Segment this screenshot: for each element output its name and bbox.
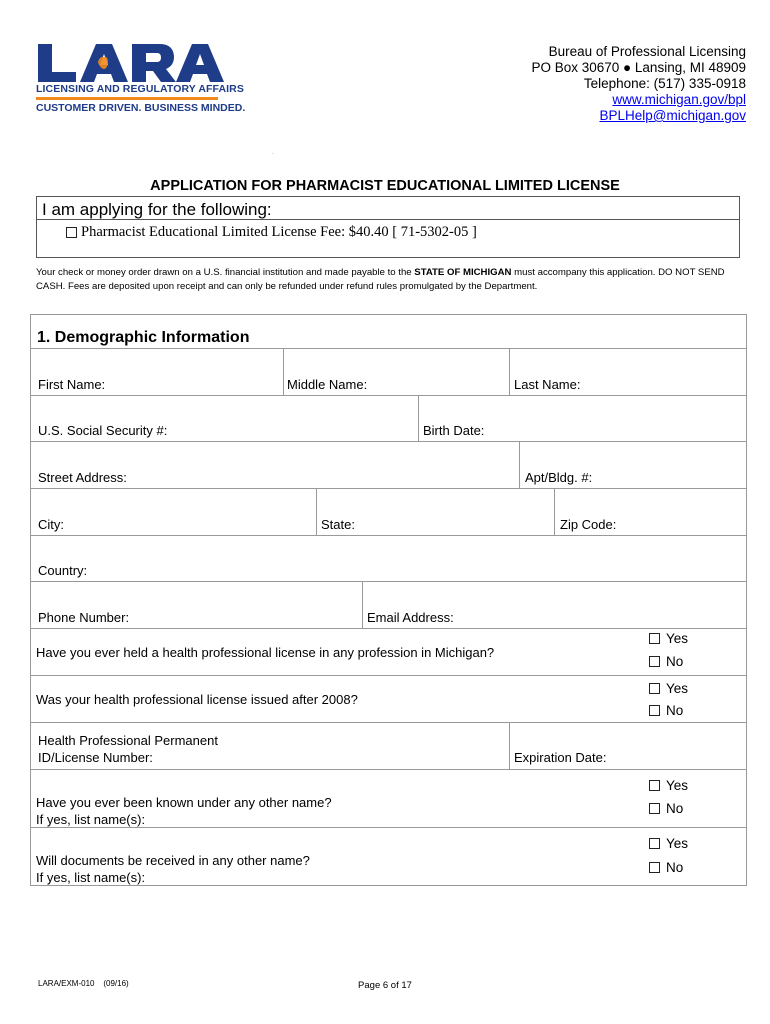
checkbox-icon[interactable] <box>649 683 660 694</box>
col-divider <box>362 581 363 628</box>
page-number: Page 6 of 17 <box>358 980 412 991</box>
applying-divider <box>36 219 740 220</box>
expiration-date-field[interactable]: Expiration Date: <box>514 750 607 765</box>
logo-tagline-agency: LICENSING AND REGULATORY AFFAIRS <box>36 83 244 95</box>
checkbox-icon[interactable] <box>649 633 660 644</box>
question-other-name <box>36 794 332 828</box>
last-name-field[interactable]: Last Name: <box>514 377 581 392</box>
other-name-no[interactable]: No <box>649 801 683 816</box>
state-field[interactable]: State: <box>321 517 355 532</box>
documents-question-text: Will documents be received in any other name? <box>36 853 310 868</box>
row-divider <box>30 395 747 396</box>
notice-payee: STATE OF MICHIGAN <box>414 267 512 278</box>
documents-yes[interactable]: Yes <box>649 836 688 851</box>
bureau-name: Bureau of Professional Licensing <box>548 44 746 59</box>
col-divider <box>316 488 317 535</box>
payment-notice <box>36 266 736 294</box>
col-divider <box>519 441 520 488</box>
other-name-yes[interactable]: Yes <box>649 778 688 793</box>
checkbox-icon[interactable] <box>649 780 660 791</box>
row-divider <box>30 348 747 349</box>
license-option-label: Pharmacist Educational Limited License Fee: $40.40 [ 71-5302-05 ] <box>81 224 477 240</box>
after-2008-no[interactable]: No <box>649 703 683 718</box>
col-divider <box>418 395 419 441</box>
city-field[interactable]: City: <box>38 517 64 532</box>
documents-list-prompt: If yes, list name(s): <box>36 870 146 885</box>
checkbox-icon[interactable] <box>649 838 660 849</box>
first-name-field[interactable]: First Name: <box>38 377 106 392</box>
row-divider <box>30 441 747 442</box>
email-link[interactable]: BPLHelp@michigan.gov <box>599 108 746 123</box>
lara-wordmark-graphic <box>36 42 226 84</box>
row-divider <box>30 535 747 536</box>
row-divider <box>30 675 747 676</box>
col-divider <box>509 348 510 395</box>
permanent-id-label-2: ID/License Number: <box>38 750 153 765</box>
documents-no[interactable]: No <box>649 860 683 875</box>
row-divider <box>30 488 747 489</box>
checkbox-icon[interactable] <box>649 862 660 873</box>
license-option <box>66 224 477 241</box>
row-divider <box>30 722 747 723</box>
permanent-id-field[interactable] <box>38 732 218 766</box>
page-title: APPLICATION FOR PHARMACIST EDUCATIONAL LIMITED LICENSE <box>150 178 620 194</box>
notice-text-1: Your check or money order drawn on a U.S. financial institution and made payable to the <box>36 267 415 278</box>
question-documents-other-name <box>36 852 310 886</box>
other-name-question-text: Have you ever been known under any other name? <box>36 795 332 810</box>
website-link[interactable]: www.michigan.gov/bpl <box>612 92 746 107</box>
checkbox-icon[interactable] <box>649 656 660 667</box>
email-address-field[interactable]: Email Address: <box>367 610 454 625</box>
phone-number-field[interactable]: Phone Number: <box>38 610 130 625</box>
middle-name-field[interactable]: Middle Name: <box>287 377 368 392</box>
form-id: LARA/EXM-010 (09/16) <box>38 979 129 988</box>
logo-orange-rule <box>36 97 218 100</box>
license-option-checkbox[interactable] <box>66 227 77 238</box>
after-2008-yes[interactable]: Yes <box>649 681 688 696</box>
apt-bldg-field[interactable]: Apt/Bldg. #: <box>525 470 593 485</box>
row-divider <box>30 628 747 629</box>
bureau-address-block <box>531 44 746 124</box>
question-after-2008: Was your health professional license issued after 2008? <box>36 692 358 707</box>
stray-mark: . <box>272 150 274 156</box>
logo-tagline-motto: CUSTOMER DRIVEN. BUSINESS MINDED. <box>36 102 246 114</box>
lara-logo <box>36 42 246 117</box>
held-license-no[interactable]: No <box>649 654 683 669</box>
country-field[interactable]: Country: <box>38 563 88 578</box>
ssn-field[interactable]: U.S. Social Security #: <box>38 423 168 438</box>
notice-text-2: must accompany this application. DO NOT SEND CASH. Fees are deposited upon receipt and can only be refunded under refund rules promulgated by the Department. <box>36 267 725 292</box>
checkbox-icon[interactable] <box>649 705 660 716</box>
question-held-license: Have you ever held a health professional license in any profession in Michigan? <box>36 645 495 660</box>
other-name-list-prompt: If yes, list name(s): <box>36 812 146 827</box>
telephone: Telephone: (517) 335-0918 <box>583 76 746 91</box>
row-divider <box>30 581 747 582</box>
col-divider <box>554 488 555 535</box>
col-divider <box>283 348 284 395</box>
birth-date-field[interactable]: Birth Date: <box>423 423 485 438</box>
col-divider <box>509 722 510 769</box>
checkbox-icon[interactable] <box>649 803 660 814</box>
po-box: PO Box 30670 ● Lansing, MI 48909 <box>531 60 746 75</box>
held-license-yes[interactable]: Yes <box>649 631 688 646</box>
row-divider <box>30 769 747 770</box>
street-address-field[interactable]: Street Address: <box>38 470 127 485</box>
permanent-id-label-1: Health Professional Permanent <box>38 733 218 748</box>
applying-heading: I am applying for the following: <box>42 200 272 219</box>
zip-code-field[interactable]: Zip Code: <box>560 517 617 532</box>
section-title: 1. Demographic Information <box>37 329 250 346</box>
